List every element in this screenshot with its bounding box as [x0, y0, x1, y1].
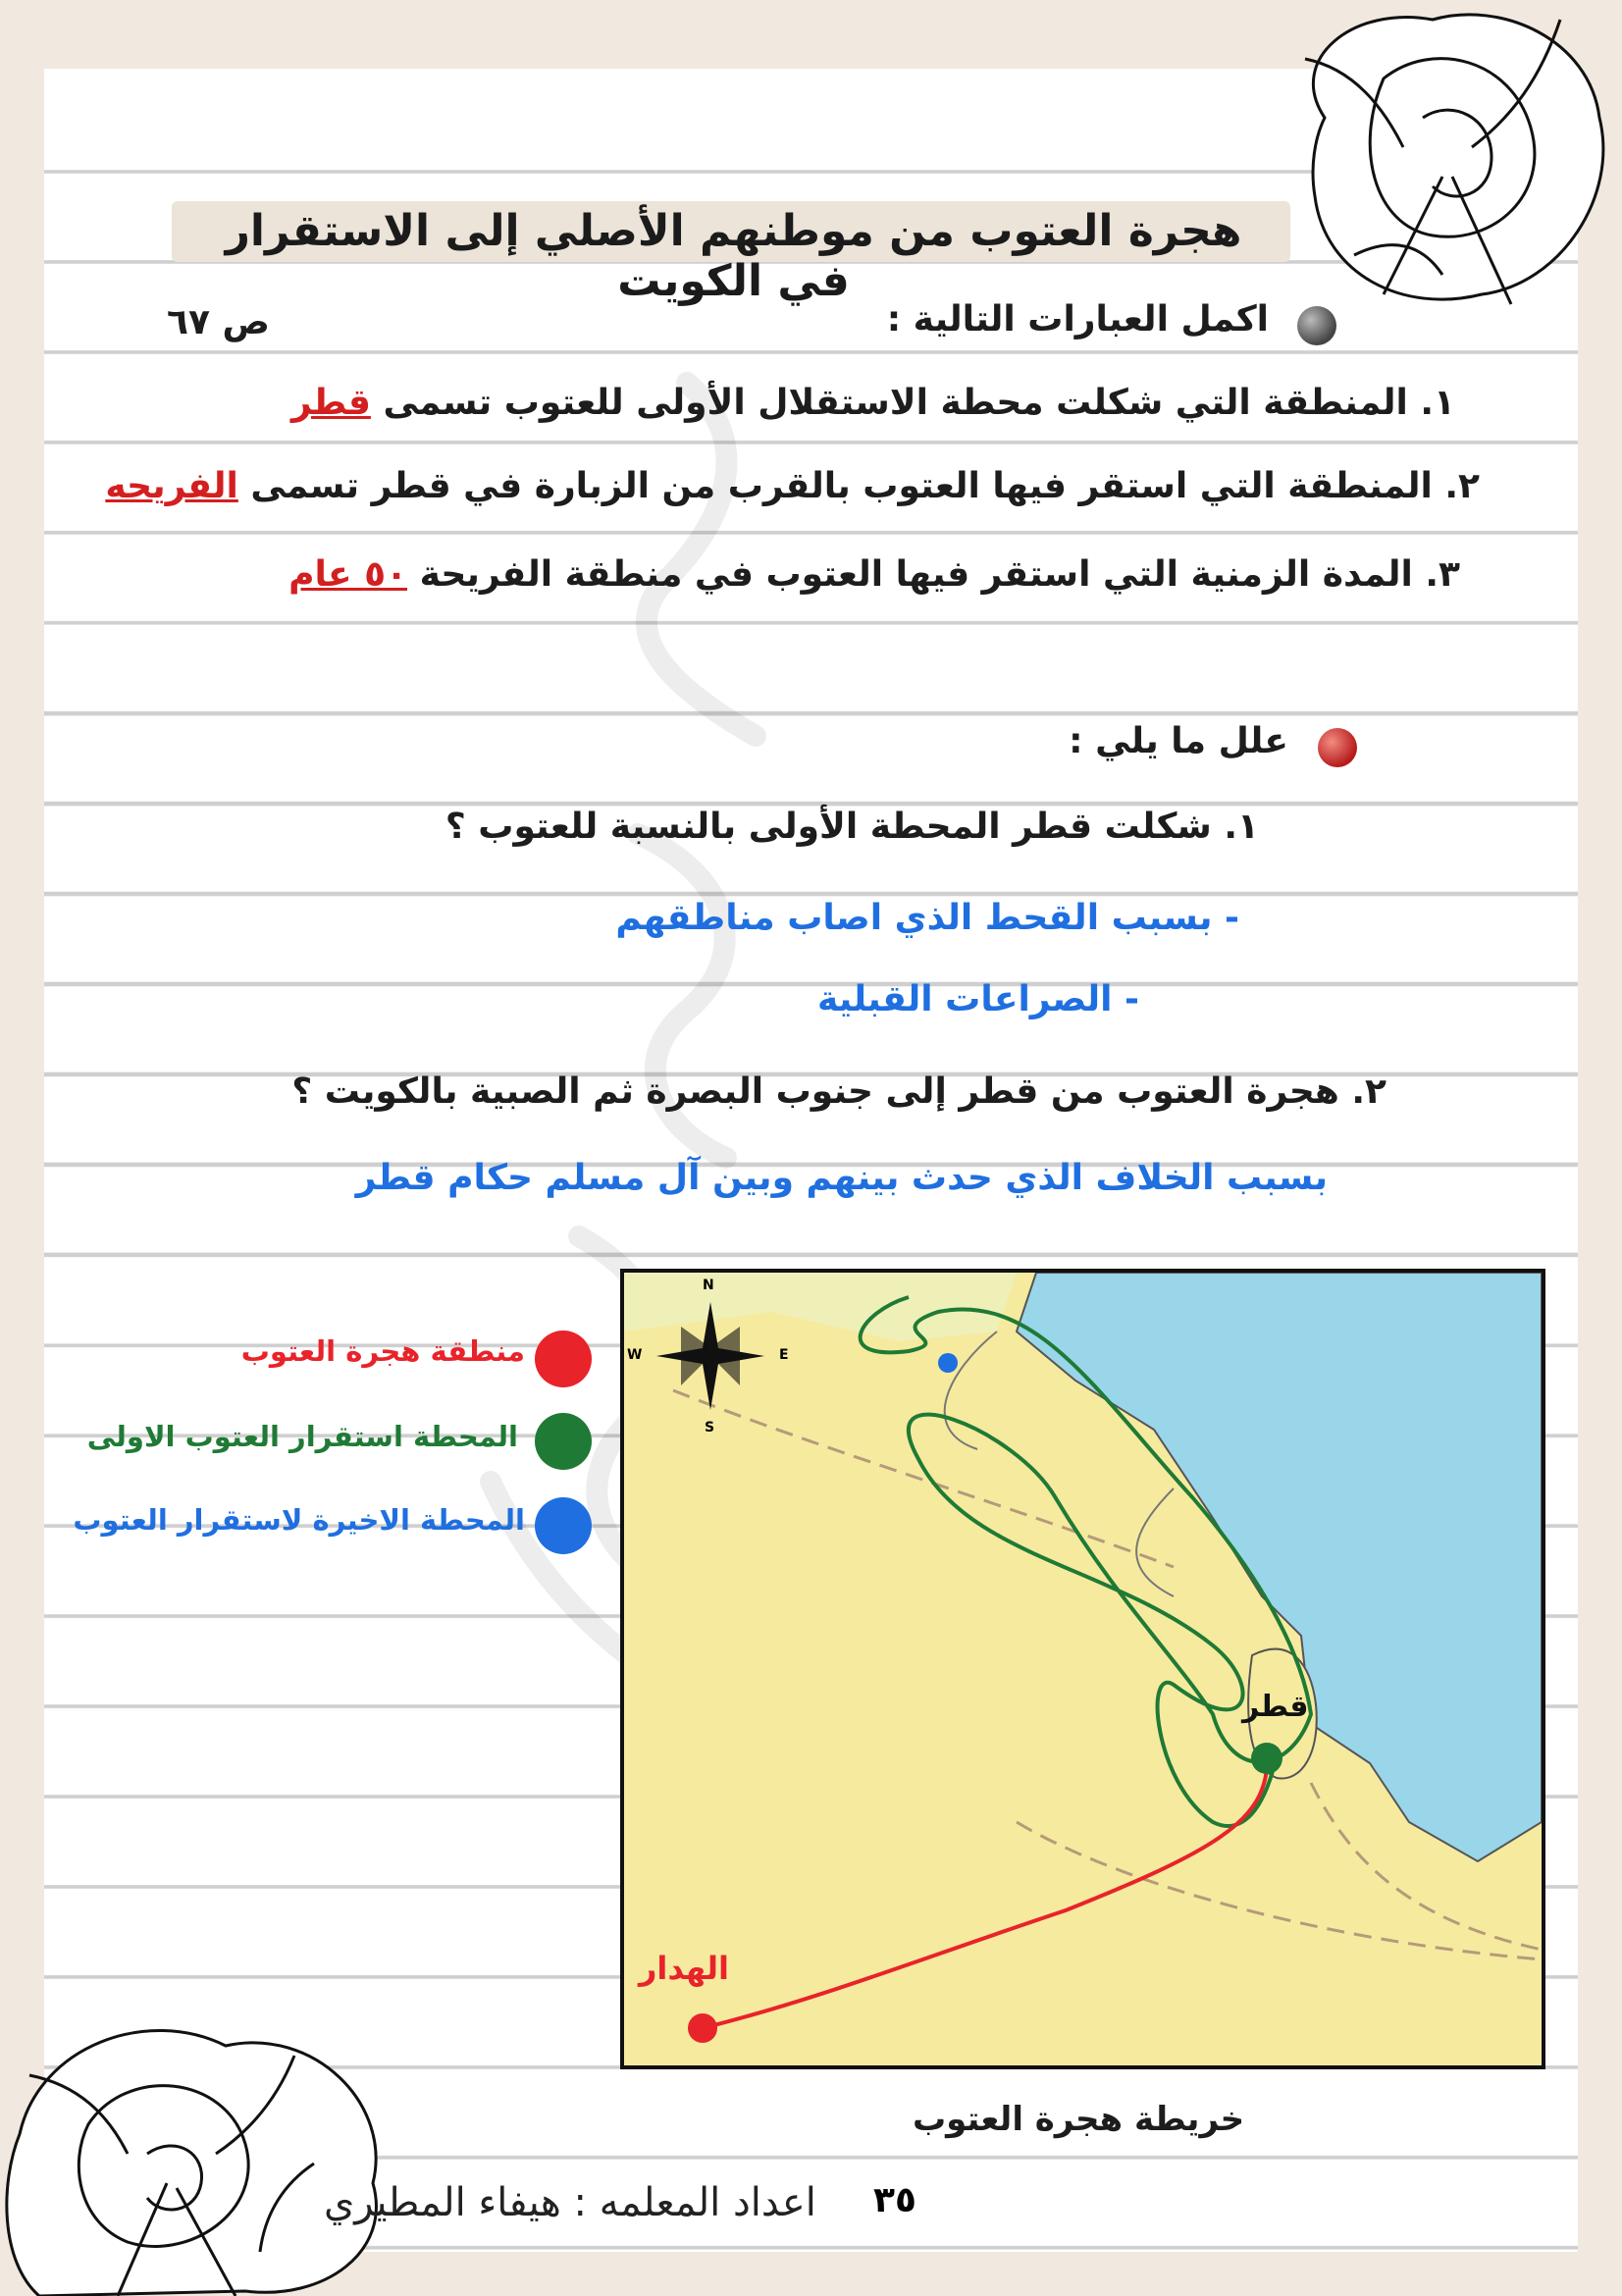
migration-map [620, 1269, 1545, 2069]
section1-heading: اكمل العبارات التالية : [886, 299, 1269, 339]
red-bullet-icon [1318, 728, 1357, 767]
fill-item-3 [288, 554, 1460, 595]
fill-item-1-answer: قطر [290, 383, 371, 423]
legend-green-dot [535, 1413, 592, 1470]
legend-label-migration: منطقة هجرة العتوب [240, 1334, 525, 1368]
answer-1b: - الصراعات القبلية [816, 979, 1139, 1019]
page-reference: ص ٦٧ [167, 302, 270, 342]
page-title: هجرة العتوب من موطنهم الأصلي إلى الاستقرار في الكويت [225, 206, 1242, 306]
legend-label-first-station: المحطة استقرار العتوب الاولى [86, 1420, 518, 1453]
flower-decoration-bottom-icon [0, 1987, 402, 2296]
fill-item-3-text: ٣. المدة الزمنية التي استقر فيها العتوب في منطقة الفريحة [419, 554, 1460, 595]
compass-north: N [703, 1278, 714, 1293]
answer-2: بسبب الخلاف الذي حدث بينهم وبين آل مسلم حكام قطر [355, 1158, 1328, 1198]
map-drawing [624, 1273, 1542, 2065]
fill-item-2-text: ٢. المنطقة التي استقر فيها العتوب بالقرب من الزبارة في قطر تسمى [250, 466, 1480, 506]
fill-item-2-answer: الفريحه [105, 466, 238, 506]
compass-west: W [627, 1347, 643, 1363]
compass-south: S [705, 1420, 715, 1435]
section2-heading: علل ما يلي : [1069, 721, 1288, 761]
answer-1a: - بسبب القحط الذي اصاب مناطقهم [615, 898, 1239, 938]
flower-decoration-top-icon [1266, 0, 1622, 324]
legend-label-last-station: المحطة الاخيرة لاستقرار العتوب [73, 1503, 525, 1537]
compass-east: E [779, 1347, 789, 1363]
map-label-hadar: الهدار [639, 1950, 729, 1987]
question-1: ١. شكلت قطر المحطة الأولى بالنسبة للعتوب ؟ [445, 807, 1259, 847]
legend-blue-dot [535, 1497, 592, 1554]
fill-item-1 [291, 383, 1455, 423]
map-caption: خريطة هجرة العتوب [913, 2100, 1245, 2139]
legend-red-dot [535, 1331, 592, 1387]
gray-bullet-icon [1297, 306, 1336, 345]
question-2: ٢. هجرة العتوب من قطر إلى جنوب البصرة ثم الصبية بالكويت ؟ [291, 1071, 1387, 1112]
fill-item-3-answer: ٥٠ عام [288, 554, 408, 595]
page-number: ٣٥ [873, 2180, 916, 2220]
fill-item-1-text: ١. المنطقة التي شكلت محطة الاستقلال الأولى للعتوب تسمى [383, 383, 1455, 423]
map-label-qatar: قطر [1242, 1690, 1309, 1724]
fill-item-2 [105, 466, 1480, 506]
author-credit: اعداد المعلمه : هيفاء المطيري [324, 2180, 816, 2225]
